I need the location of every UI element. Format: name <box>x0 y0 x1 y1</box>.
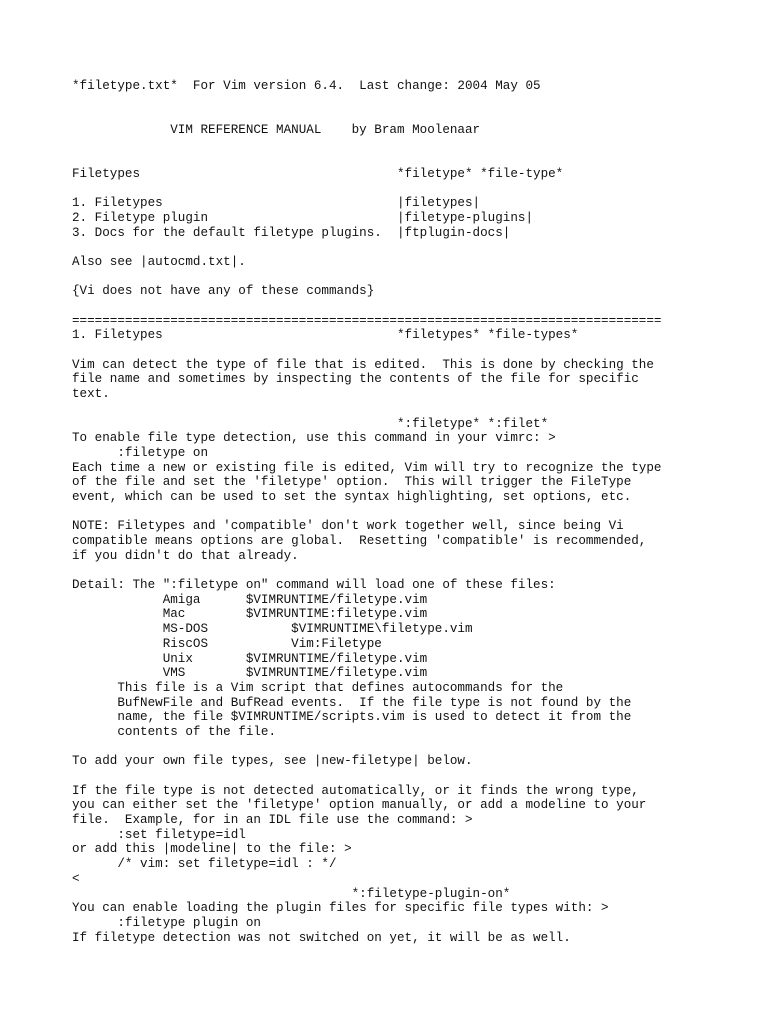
text-line: Vim can detect the type of file that is edited. This is done by checking the <box>72 357 654 372</box>
text-line <box>72 270 692 285</box>
text-line: contents of the file. <box>72 724 277 739</box>
text-line <box>72 182 692 197</box>
text-line <box>72 93 692 108</box>
path-table-row: MS-DOS $VIMRUNTIME\filetype.vim <box>72 622 473 637</box>
text-line <box>72 299 692 314</box>
text-line: of the file and set the 'filetype' option. This will trigger the FileType <box>72 475 632 490</box>
text-line: This file is a Vim script that defines autocommands for the <box>72 680 564 695</box>
text-line <box>72 343 692 358</box>
text-line: If filetype detection was not switched on yet, it will be as well. <box>72 930 571 945</box>
code-line: :filetype plugin on <box>72 915 261 930</box>
section-heading: 1. Filetypes *filetypes* *file-types* <box>72 328 579 343</box>
toc-entry: 1. Filetypes |filetypes| <box>72 196 481 211</box>
text-line: You can enable loading the plugin files for specific file types with: > <box>72 901 609 916</box>
text-line: Detail: The ":filetype on" command will load one of these files: <box>72 578 556 593</box>
text-line <box>72 740 692 755</box>
toc-entry: 2. Filetype plugin |filetype-plugins| <box>72 210 534 225</box>
text-line: To add your own file types, see |new-filetype| below. <box>72 754 473 769</box>
text-line: or add this |modeline| to the file: > <box>72 842 352 857</box>
manual-title: VIM REFERENCE MANUAL by Bram Moolenaar <box>72 122 481 137</box>
text-line: if you didn't do that already. <box>72 548 299 563</box>
text-line: you can either set the 'filetype' option manually, or add a modeline to your <box>72 798 647 813</box>
text-line: event, which can be used to set the syntax highlighting, set options, etc. <box>72 489 632 504</box>
text-line: To enable file type detection, use this command in your vimrc: > <box>72 431 556 446</box>
text-line <box>72 108 692 123</box>
text-line: BufNewFile and BufRead events. If the file type is not found by the <box>72 695 632 710</box>
path-table-row: RiscOS Vim:Filetype <box>72 636 382 651</box>
section-divider: ============================================================================== <box>72 313 662 328</box>
text-line: Also see |autocmd.txt|. <box>72 254 246 269</box>
code-line: :filetype on <box>72 445 209 460</box>
path-table-row: VMS $VIMRUNTIME/filetype.vim <box>72 666 428 681</box>
text-line <box>72 240 692 255</box>
help-tag-line: *:filetype* *:filet* <box>72 416 549 431</box>
document-page <box>72 64 692 945</box>
code-line: :set filetype=idl <box>72 827 246 842</box>
text-line: Each time a new or existing file is edited, Vim will try to recognize the type <box>72 460 662 475</box>
text-line <box>72 137 692 152</box>
code-line: /* vim: set filetype=idl : */ <box>72 857 337 872</box>
text-line: file. Example, for in an IDL file use the command: > <box>72 813 473 828</box>
path-table-row: Mac $VIMRUNTIME:filetype.vim <box>72 607 428 622</box>
help-tag-line: *:filetype-plugin-on* <box>72 886 511 901</box>
text-line: text. <box>72 387 110 402</box>
path-table-row: Unix $VIMRUNTIME/filetype.vim <box>72 651 428 666</box>
text-line <box>72 505 692 520</box>
text-line <box>72 563 692 578</box>
toc-entry: 3. Docs for the default filetype plugins. |ftplugin-docs| <box>72 225 511 240</box>
text-line: compatible means options are global. Resetting 'compatible' is recommended, <box>72 534 647 548</box>
text-line <box>72 402 692 417</box>
text-line <box>72 64 692 79</box>
text-line: name, the file $VIMRUNTIME/scripts.vim is used to detect it from the <box>72 710 632 725</box>
text-line: file name and sometimes by inspecting the contents of the file for specific <box>72 372 639 387</box>
path-table-row: Amiga $VIMRUNTIME/filetype.vim <box>72 592 428 607</box>
text-line: < <box>72 871 80 886</box>
text-line: NOTE: Filetypes and 'compatible' don't work together well, since being Vi <box>72 519 624 534</box>
section-heading: Filetypes *filetype* *file-type* <box>72 166 564 181</box>
document-header: *filetype.txt* For Vim version 6.4. Last change: 2004 May 05 <box>72 78 541 93</box>
text-line: {Vi does not have any of these commands} <box>72 284 375 299</box>
text-line <box>72 152 692 167</box>
text-line <box>72 769 692 784</box>
text-line: If the file type is not detected automatically, or it finds the wrong type, <box>72 783 639 798</box>
